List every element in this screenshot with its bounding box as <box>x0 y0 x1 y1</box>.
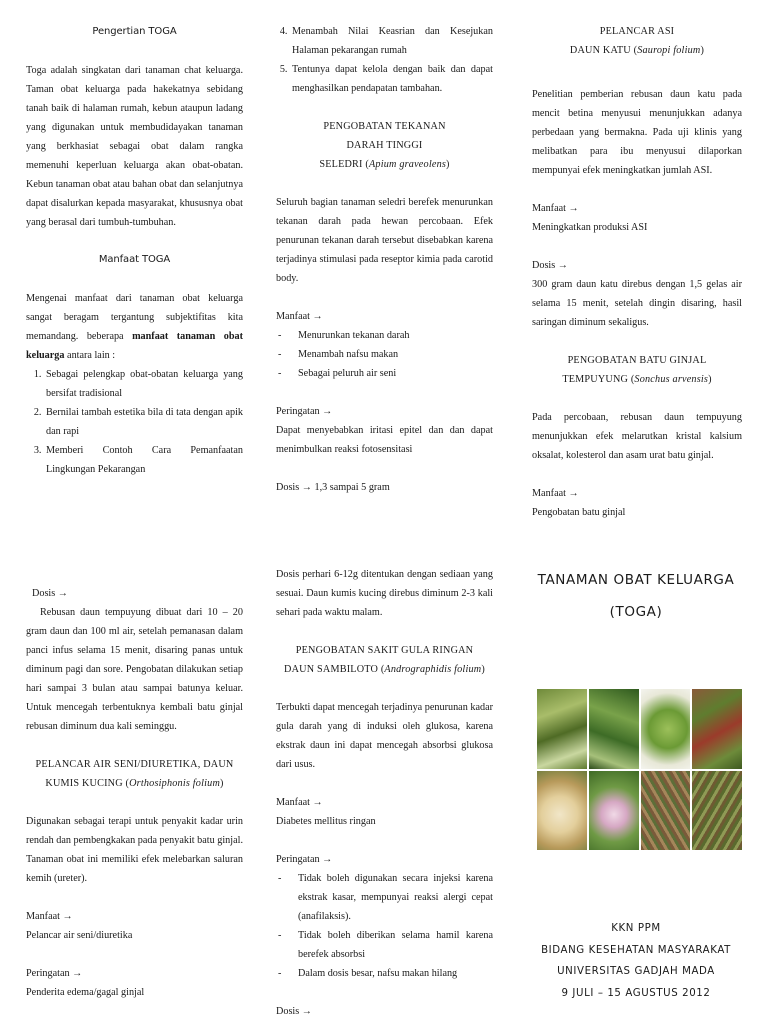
manfaat-label: Manfaat → <box>276 311 323 322</box>
plant-name: KUMIS KUCING ( <box>45 778 130 789</box>
manfaat-text-a: Mengenai manfaat dari tanaman obat keluarga sangat beragam tergantung subjektifitas kita memandang. beberapa <box>26 293 243 342</box>
plant-name: DAUN KATU ( <box>569 45 638 56</box>
plant-photo <box>641 771 691 851</box>
paren: ) <box>708 374 712 385</box>
cover-program: KKN PPM <box>611 923 661 934</box>
manfaat-label: Manfaat → <box>532 488 579 499</box>
manfaat-paragraph <box>26 289 243 365</box>
cover-subtitle: (TOGA) <box>609 604 663 620</box>
manfaat-text: Diabetes mellitus ringan <box>276 816 376 827</box>
latin-name: Andrographidis folium <box>384 664 482 675</box>
list-item: 3. Memberi Contoh Cara Pemanfaatan Lingkungan Pekarangan <box>44 441 243 479</box>
section-heading-hipertensi <box>276 117 493 174</box>
kumis-kucing-paragraph: Digunakan sebagai terapi untuk penyakit kadar urin rendah dan pembengkakan pada penyakit batu ginjal. Tanaman obat ini memiliki efek melebarkan saluran kemih (ureter). <box>26 816 243 884</box>
section-title-pengertian: Pengertian TOGA <box>92 26 177 37</box>
manfaat-text: Pelancar air seni/diuretika <box>26 930 133 941</box>
latin-name: Sonchus arvensis <box>634 374 709 385</box>
manfaat-label: Manfaat → <box>26 911 73 922</box>
dosis-label: Dosis → <box>276 1006 312 1017</box>
list-item: 2. Bernilai tambah estetika bila di tata dengan apik dan rapi <box>44 403 243 441</box>
heading-line: PENGOBATAN BATU GINJAL <box>567 355 707 366</box>
list-item: - Tidak boleh diberikan selama hamil karena berefek absorbsi <box>276 926 493 964</box>
seledri-manfaat-list <box>276 326 493 383</box>
dosis-label <box>26 584 243 603</box>
sambiloto-paragraph: Terbukti dapat mencegah terjadinya penurunan kadar gula darah yang di induksi oleh glukosa, karena ekstrak daun ini dapat mencegah absorbsi glukosa dari usus. <box>276 702 493 770</box>
column-2-bottom <box>276 565 493 1021</box>
manfaat-text-bold: manfaat tanaman obat keluarga <box>26 331 243 361</box>
peringatan-label: Peringatan → <box>26 968 83 979</box>
cover-bidang: BIDANG KESEHATAN MASYARAKAT <box>541 944 731 956</box>
heading-line-plant <box>532 370 742 389</box>
dosis-text: 300 gram daun katu direbus dengan 1,5 gelas air selama 15 menit, setelah dingin disaring, hasil saringan diminum sekaligus. <box>532 279 742 328</box>
heading-line: PELANCAR AIR SENI/DIURETIKA, DAUN <box>35 759 234 770</box>
plant-photo <box>589 771 639 851</box>
plant-photo <box>641 689 691 769</box>
section-heading-diuretika <box>26 755 243 793</box>
plant-photo <box>692 771 742 851</box>
section-heading-asi <box>532 22 742 60</box>
column-2-top <box>276 22 493 497</box>
list-item: 5. Tentunya dapat kelola dengan baik dan dapat menghasilkan pendapatan tambahan. <box>290 60 493 98</box>
pengertian-paragraph: Toga adalah singkatan dari tanaman chat keluarga. Taman obat keluarga pada hakekatnya sebidang tanah baik di halaman rumah, kebun ataupun ladang yang digunakan untuk membudidayakan tanaman yang berkhasiat sebagai obat dalam rangka memenuhi keperluan keluarga akan obat-obatan. Kebun tanaman obat atau bahan obat dan selanjutnya dapat disalurkan kepada masyarakat, khususnya obat yang berasal dari tumbuh-tumbuhan. <box>26 65 243 228</box>
latin-name: Orthosiphonis folium <box>129 778 221 789</box>
manfaat-text: Pengobatan batu ginjal <box>532 507 626 518</box>
seledri-paragraph: Seluruh bagian tanaman seledri berefek menurunkan tekanan darah pada hewan percobaan. Efek penurunan tekanan darah tersebut disebabkan karena terjadinya stimulasi pada reseptor kimia pada carotid body. <box>276 197 493 284</box>
cover-footer <box>526 918 746 1004</box>
column-3-top <box>532 22 742 522</box>
heading-line: PENGOBATAN TEKANAN DARAH TINGGI <box>323 121 446 151</box>
list-item: 1. Sebagai pelengkap obat-obatan keluarga yang bersifat tradisional <box>44 365 243 403</box>
list-item: - Menambah nafsu makan <box>276 345 493 364</box>
cover-university: UNIVERSITAS GADJAH MADA <box>557 966 715 977</box>
column-1-bottom <box>26 584 243 1002</box>
heading-line-plant <box>532 41 742 60</box>
paren: ) <box>700 45 705 56</box>
plant-photo <box>537 771 587 851</box>
column-1-top <box>26 26 243 479</box>
paren: ) <box>220 778 224 789</box>
manfaat-label: Manfaat → <box>532 203 579 214</box>
dosis-text: Rebusan daun tempuyung dibuat dari 10 – 20 gram daun dan 100 ml air, setelah pemanasan dalam panci infus selama 15 menit, disaring panas untuk diminum pagi dan sore. Pengobatan dilakukan setiap hari sampai 3 bulan atau sampai batunya keluar. Untuk mencegah terbentuknya kembali batu ginjal rebusan diminum dua kali seminggu. <box>26 607 243 732</box>
latin-name: Apium graveolens <box>368 159 447 170</box>
dosis-label: Dosis → <box>532 260 568 271</box>
paren: ) <box>446 159 450 170</box>
heading-line: PELANCAR ASI <box>599 26 675 37</box>
peringatan-text: Penderita edema/gagal ginjal <box>26 987 145 998</box>
list-item: - Tidak boleh digunakan secara injeksi karena ekstrak kasar, mempunyai reaksi alergi cepat (anafilaksis). <box>276 869 493 926</box>
plant-photo-collage <box>537 689 742 850</box>
heading-line-plant <box>306 155 463 174</box>
manfaat-text: Meningkatkan produksi ASI <box>532 222 648 233</box>
manfaat-list <box>26 365 243 479</box>
cover-date: 9 JULI – 15 AGUSTUS 2012 <box>561 987 711 999</box>
peringatan-text: Dapat menyebabkan iritasi epitel dan dan dapat menimbulkan reaksi fotosensitasi <box>276 425 493 455</box>
section-heading-batu-ginjal <box>532 351 742 389</box>
plant-name: TEMPUYUNG ( <box>562 374 635 385</box>
peringatan-label: Peringatan → <box>276 406 333 417</box>
latin-name: Sauropi folium <box>637 45 701 56</box>
sambiloto-peringatan-list <box>276 869 493 983</box>
section-title-manfaat: Manfaat TOGA <box>98 254 171 265</box>
dosis-text: Dosis perhari 6-12g ditentukan dengan sediaan yang sesuai. Daun kumis kucing direbus diminum 2-3 kali sehari pada waktu malam. <box>276 569 493 618</box>
dosis-text: Dosis → 1,3 sampai 5 gram <box>276 482 390 493</box>
dosis-label-text: Dosis → <box>32 588 68 599</box>
list-item: - Sebagai peluruh air seni <box>276 364 493 383</box>
tempuyung-paragraph: Pada percobaan, rebusan daun tempuyung menunjukkan efek melarutkan kristal kalsium oksalat, kolesterol dan asam urat batu ginjal. <box>532 412 742 461</box>
cover-title: TANAMAN OBAT KELUARGA <box>537 572 735 588</box>
katu-paragraph: Penelitian pemberian rebusan daun katu pada mencit betina menyusui menunjukkan adanya perbedaan yang bermakna. Pada uji klinis yang melibatkan para ibu menyusui dilaporkan mempunyai efek meningkatkan jumlah ASI. <box>532 89 742 176</box>
manfaat-label: Manfaat → <box>276 797 323 808</box>
manfaat-list-continued <box>276 22 493 98</box>
heading-line-plant <box>26 774 243 793</box>
plant-name: SELEDRI ( <box>319 159 369 170</box>
peringatan-label: Peringatan → <box>276 854 333 865</box>
section-heading-gula <box>276 641 493 679</box>
list-item: - Dalam dosis besar, nafsu makan hilang <box>276 964 493 983</box>
paren: ) <box>481 664 485 675</box>
plant-photo <box>537 689 587 769</box>
manfaat-text-b: antara lain : <box>64 350 116 361</box>
list-item: 4. Menambah Nilai Keasrian dan Kesejukan Halaman pekarangan rumah <box>290 22 493 60</box>
plant-photo <box>589 689 639 769</box>
plant-photo <box>692 689 742 769</box>
list-item: - Menurunkan tekanan darah <box>276 326 493 345</box>
cover-panel <box>526 566 746 626</box>
plant-name: DAUN SAMBILOTO ( <box>284 664 385 675</box>
heading-line-plant <box>276 660 493 679</box>
heading-line: PENGOBATAN SAKIT GULA RINGAN <box>295 645 474 656</box>
